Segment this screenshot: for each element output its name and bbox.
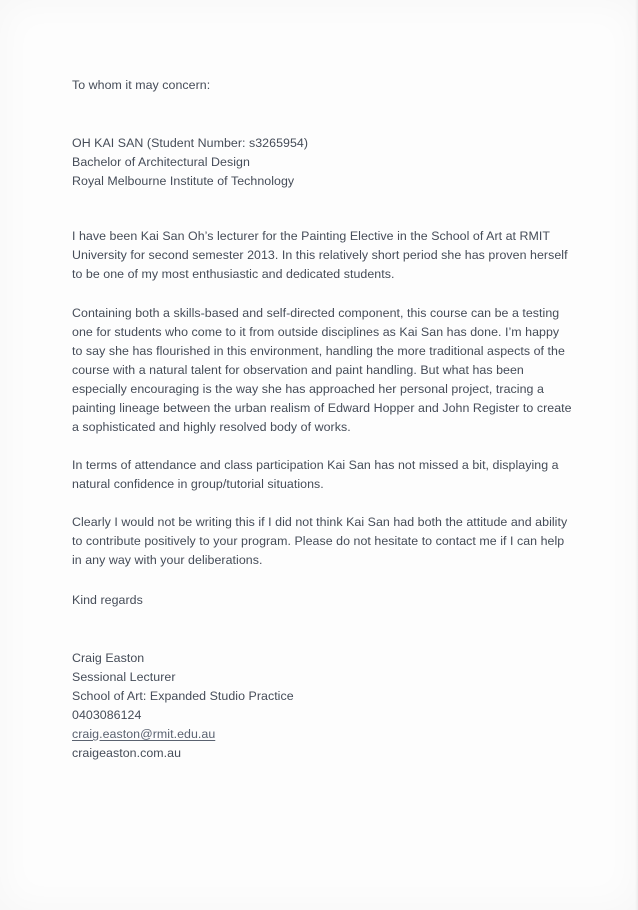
degree-line: Bachelor of Architectural Design — [72, 155, 250, 169]
signatory-department: School of Art: Expanded Studio Practice — [72, 689, 294, 703]
paragraph-attendance: In terms of attendance and class participation Kai San has not missed a bit, displaying a natural confidence in group/tutorial situations. — [72, 458, 559, 491]
paragraph-recommendation: Clearly I would not be writing this if I did not think Kai San had both the attitude and ability to contribute positively to your program. Please do not hesitate to contact me if I can help in any way with your deliberations. — [72, 515, 568, 567]
paragraph-intro: I have been Kai San Oh’s lecturer for the Painting Elective in the School of Art at RMIT University for second semester 2013. In this relatively short period she has proven herself to be one of my most enthusiastic and dedicated students. — [72, 229, 568, 281]
signatory-title: Sessional Lecturer — [72, 670, 176, 684]
student-name-line: OH KAI SAN (Student Number: s3265954) — [72, 136, 309, 150]
signatory-website: craigeaston.com.au — [72, 746, 182, 760]
institution-line: Royal Melbourne Institute of Technology — [72, 174, 295, 188]
letter-body — [72, 76, 572, 763]
signature-block — [72, 649, 572, 763]
closing: Kind regards — [72, 593, 143, 607]
salutation: To whom it may concern: — [72, 78, 211, 92]
signatory-phone: 0403086124 — [72, 708, 142, 722]
paragraph-course: Containing both a skills-based and self-directed component, this course can be a testing one for students who come to it from outside disciplines as Kai San has done. I’m happy to say she has flourished in this environment, handling the more traditional aspects of the course with a natural talent for observation and paint handling. But what has been especially encouraging is the way she has approached her personal project, tracing a painting lineage between the urban realism of Edward Hopper and John Register to create a sophisticated and highly resolved body of works. — [72, 306, 572, 434]
email-link[interactable]: craig.easton@rmit.edu.au — [72, 727, 216, 741]
signatory-name: Craig Easton — [72, 651, 145, 665]
addressee-block — [72, 134, 572, 191]
